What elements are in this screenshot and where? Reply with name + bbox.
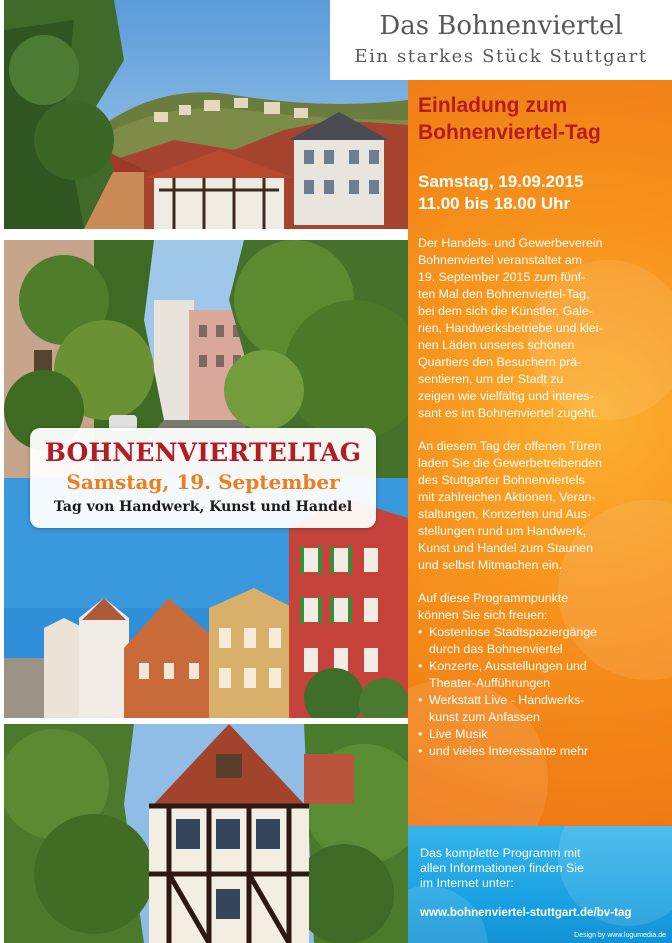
brand-title-box [330,0,672,80]
brand-title: Das Bohnenviertel [379,11,623,41]
photo-divider [0,229,408,240]
list-item: • und vieles Interessante mehr [418,743,670,760]
invitation-paragraph-1: Der Handels- und Gewerbeverein Bohnenviertel veranstaltet am 19. September 2015 zum fünf- ten Mal den Bohnenviertel-Tag, bei dem sich die Künstler, Gale- rien, Handwerksbetriebe und klei- nen Läden unseres schönen Quartiers den Besuchern prä- sentieren, um der Stadt zu zeigen wie vielfältig und interes- sant es im Bohnenviertel zugeht. [418,236,603,420]
invitation-paragraph-2: An diesem Tag der offenen Türen laden Sie die Gewerbetreibenden des Stuttgarter Bohnenviertels mit zahlreichen Aktionen, Veran- staltungen, Konzerten und Aus- stellungen rund um Handwerk, Kunst und Handel zum Staunen und selbst Mitmachen ein. [418,439,602,572]
list-item: • Kostenlose Stadtspaziergänge durch das Bohnenviertel [418,624,670,658]
invitation-heading: Einladung zum Bohnenviertel-Tag [418,94,601,144]
program-info-panel [408,826,672,943]
left-margin [0,0,4,943]
design-credit: Design by www.lugumedia.de [574,932,666,939]
event-tagline: Tag von Handwerk, Kunst und Handel [53,499,353,515]
website-link[interactable]: www.bohnenviertel-stuttgart.de/bv-tag [420,906,632,919]
event-title: BOHNENVIERTELTAG [44,438,362,467]
photo-half-timbered-tower [4,724,408,943]
list-item: • Werkstatt Live - Handwerks- kunst zum Anfassen [418,692,670,726]
program-list [418,624,670,760]
headline-banner [30,428,376,528]
program-info-text: Das komplette Programm mit allen Informationen finden Sie im Internet unter: [420,846,584,890]
event-date: Samstag, 19. September [66,470,340,494]
program-intro: Auf diese Programmpunkte können Sie sich freuen: [418,591,569,622]
list-item: • Konzerte, Ausstellungen und Theater-Aufführungen [418,658,670,692]
list-item: • Live Musik [418,726,670,743]
brand-subtitle: Ein starkes Stück Stuttgart [354,46,648,67]
invitation-panel [408,80,672,826]
photo-divider [0,718,408,724]
invitation-date: Samstag, 19.09.2015 11.00 bis 18.00 Uhr [418,172,584,213]
